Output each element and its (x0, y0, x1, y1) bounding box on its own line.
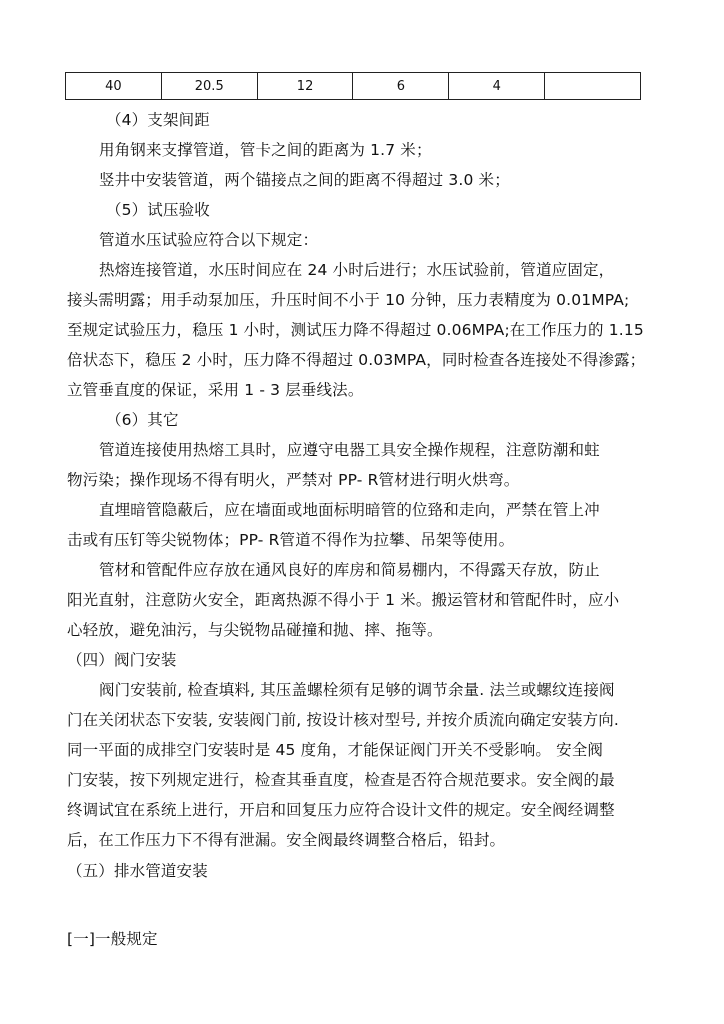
subheading-support-spacing: （4）支架间距 (106, 111, 210, 129)
paragraph-line: 至规定试验压力，稳压 1 小时，测试压力降不得超过 0.06MPA;在工作压力的 1.15 (67, 321, 644, 339)
paragraph-line: 心轻放，避免油污，与尖锐物品碰撞和抛、摔、拖等。 (67, 621, 443, 639)
spacing-table (65, 72, 641, 100)
paragraph-line: 接头需明露；用手动泵加压，升压时间不小于 10 分钟，压力表精度为 0.01MPA; (67, 291, 630, 309)
table-cell (545, 73, 641, 100)
paragraph-line: 门安装，按下列规定进行，检查其垂直度，检查是否符合规范要求。安全阀的最 (67, 771, 615, 789)
section-heading-drainage: （五）排水管道安装 (67, 862, 208, 880)
table-cell: 20.5 (161, 73, 257, 100)
subheading-pressure-test: （5）试压验收 (106, 201, 210, 219)
paragraph-line: 管道水压试验应符合以下规定： (99, 231, 319, 249)
paragraph-line: 管材和管配件应存放在通风良好的库房和简易棚内，不得露天存放，防止 (99, 561, 600, 579)
subheading-other: （6）其它 (106, 411, 179, 429)
table-row (66, 73, 641, 100)
paragraph-line: 物污染；操作现场不得有明火，严禁对 PP- R管材进行明火烘弯。 (67, 471, 520, 489)
paragraph-line: 阳光直射，注意防火安全，距离热源不得小于 1 米。搬运管材和管配件时，应小 (67, 591, 620, 609)
section-heading-general-rules: [一]一般规定 (67, 930, 158, 948)
table-cell: 6 (353, 73, 449, 100)
paragraph-line: 管道连接使用热熔工具时，应遵守电器工具安全操作规程，注意防潮和蛀 (99, 441, 600, 459)
paragraph-line: 热熔连接管道，水压时间应在 24 小时后进行；水压试验前，管道应固定， (99, 261, 615, 279)
paragraph-line: 同一平面的成排空门安装时是 45 度角，才能保证阀门开关不受影响。 安全阀 (67, 741, 604, 759)
paragraph-line: 击或有压钉等尖锐物体；PP- R管道不得作为拉攀、吊架等使用。 (67, 531, 515, 549)
paragraph-line: 用角钢来支撑管道，管卡之间的距离为 1.7 米； (99, 141, 432, 159)
paragraph-line: 立管垂直度的保证，采用 1 - 3 层垂线法。 (67, 381, 364, 399)
section-heading-valve-installation: （四）阀门安装 (67, 651, 177, 669)
table-cell: 4 (449, 73, 545, 100)
table-cell: 12 (257, 73, 353, 100)
paragraph-line: 后，在工作压力下不得有泄漏。安全阀最终调整合格后，铅封。 (67, 831, 506, 849)
paragraph-line: 倍状态下，稳压 2 小时，压力降不得超过 0.03MPA，同时检查各连接处不得渗露； (67, 351, 646, 369)
table-cell: 40 (66, 73, 162, 100)
paragraph-line: 阀门安装前, 检查填料, 其压盖螺栓须有足够的调节余量. 法兰或螺纹连接阀 (99, 681, 615, 699)
paragraph-line: 终调试宜在系统上进行，开启和回复压力应符合设计文件的规定。安全阀经调整 (67, 801, 615, 819)
paragraph-line: 竖井中安装管道，两个锚接点之间的距离不得超过 3.0 米； (99, 171, 510, 189)
paragraph-line: 直埋暗管隐蔽后，应在墙面或地面标明暗管的位臵和走向，严禁在管上冲 (99, 501, 600, 519)
paragraph-line: 门在关闭状态下安装, 安装阀门前, 按设计核对型号, 并按介质流向确定安装方向. (67, 711, 619, 729)
